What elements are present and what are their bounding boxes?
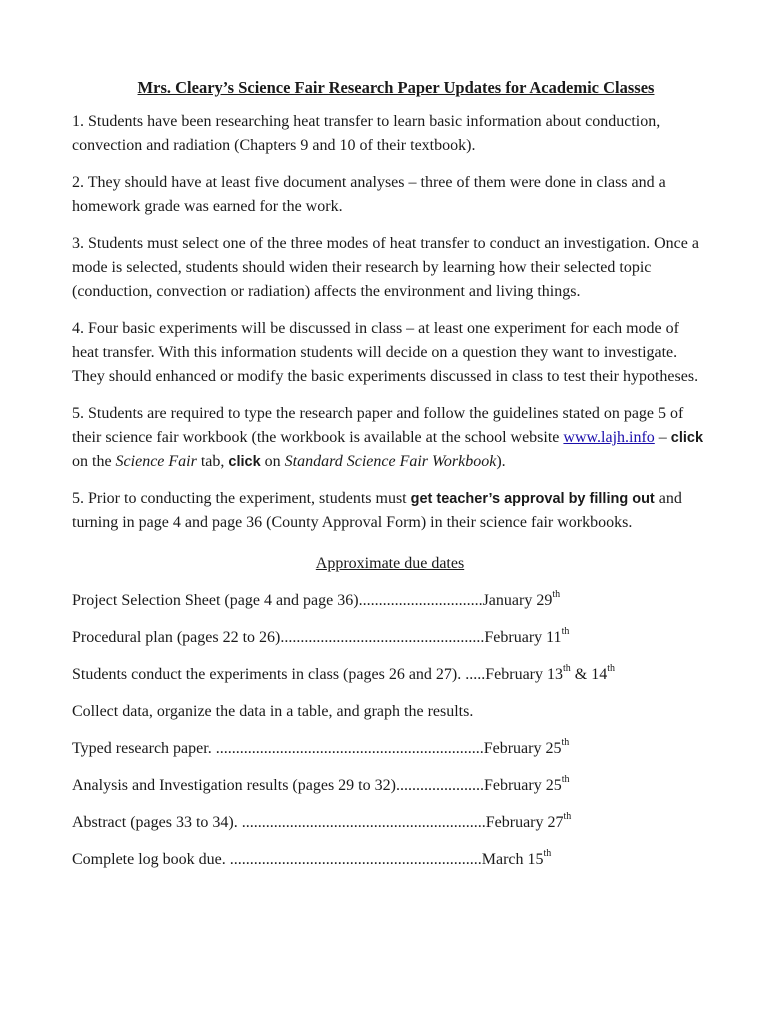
due-date-row xyxy=(72,589,708,613)
workbook-name: Standard Science Fair Workbook xyxy=(284,453,497,470)
due-dates-heading: Approximate due dates xyxy=(315,555,465,572)
due-date-row xyxy=(72,811,708,835)
due-date-row xyxy=(72,774,708,798)
due-date-value: February 13 xyxy=(485,666,564,683)
due-date-task: Analysis and Investigation results (pages 29 to 32)...................... xyxy=(72,777,484,794)
due-date-row xyxy=(72,663,708,687)
due-date-value: February 11 xyxy=(484,629,562,646)
date-suffix: th xyxy=(563,811,572,822)
paragraph-6-text: 5. Prior to conducting the experiment, students must xyxy=(72,490,411,507)
paragraph-3: 3. Students must select one of the three modes of heat transfer to conduct an investigation. Once a mode is selected, students should widen their research by learning how their selected topic (conduction, convection or radiation) affects the environment and living things. xyxy=(72,235,699,300)
paragraph-5-text: on the xyxy=(72,453,116,470)
due-date-value: February 25 xyxy=(483,740,562,757)
date-suffix: th xyxy=(563,663,571,674)
date-suffix: th xyxy=(552,589,561,600)
date-suffix: th xyxy=(607,663,616,674)
paragraph-6-text: and turning in page 4 and page 36 (County Approval Form) in their science fair workbooks. xyxy=(72,490,682,531)
science-fair-tab-name: Science Fair xyxy=(115,453,197,470)
date-suffix: th xyxy=(561,737,570,748)
date-suffix: th xyxy=(561,774,570,785)
due-dates-list xyxy=(72,589,708,872)
due-date-row xyxy=(72,848,708,872)
due-date-task: Procedural plan (pages 22 to 26)................................................... xyxy=(72,629,485,646)
paragraph-5-dash: – xyxy=(654,429,671,446)
click-emphasis: click xyxy=(228,454,261,470)
paragraph-5-text: tab, xyxy=(196,453,229,470)
due-date-row xyxy=(72,737,708,761)
paragraph-5-text: on xyxy=(260,453,285,470)
due-date-value: February 27 xyxy=(485,814,564,831)
paragraph-4: 4. Four basic experiments will be discussed in class – at least one experiment for each mode of heat transfer. With this information students will decide on a question they want to investigate. They should enhanced or modify the basic experiments discussed in class to test their hypotheses. xyxy=(72,320,699,385)
due-date-task: Project Selection Sheet (page 4 and page 36)............................... xyxy=(72,592,483,609)
due-date-row xyxy=(72,626,708,650)
paragraph-6 xyxy=(72,487,708,535)
click-emphasis: click xyxy=(670,430,704,446)
due-date-extra: & 14 xyxy=(570,666,608,683)
paragraph-5-text: 5. Students are required to type the research paper and follow the guidelines stated on page 5 of their science fair workbook (the workbook is available at the school website xyxy=(72,405,684,446)
paragraph-1: 1. Students have been researching heat transfer to learn basic information about conduction, convection and radiation (Chapters 9 and 10 of their textbook). xyxy=(72,113,661,154)
due-date-value: February 25 xyxy=(483,777,562,794)
due-date-task: Typed research paper. ................................................................... xyxy=(72,740,484,757)
date-suffix: th xyxy=(561,626,570,637)
paragraph-2: 2. They should have at least five document analyses – three of them were done in class and a homework grade was earned for the work. xyxy=(72,174,666,215)
date-suffix: th xyxy=(543,848,552,859)
due-date-row xyxy=(72,700,708,724)
document-title: Mrs. Cleary’s Science Fair Research Paper Updates for Academic Classes xyxy=(137,78,655,97)
due-date-value: January 29 xyxy=(482,592,553,609)
paragraph-5 xyxy=(72,402,708,474)
due-date-value: March 15 xyxy=(481,851,544,868)
due-date-task: Students conduct the experiments in class (pages 26 and 27). ..... xyxy=(72,666,486,683)
paragraph-5-text: ). xyxy=(496,453,506,470)
due-date-task: Complete log book due. ............................................................... xyxy=(72,851,482,868)
due-date-task: Abstract (pages 33 to 34). ............................................................. xyxy=(72,814,486,831)
due-date-task: Collect data, organize the data in a table, and graph the results. xyxy=(72,703,474,720)
school-website-link[interactable]: www.lajh.info xyxy=(563,429,655,446)
teacher-approval-emphasis: get teacher’s approval by filling out xyxy=(410,491,655,507)
